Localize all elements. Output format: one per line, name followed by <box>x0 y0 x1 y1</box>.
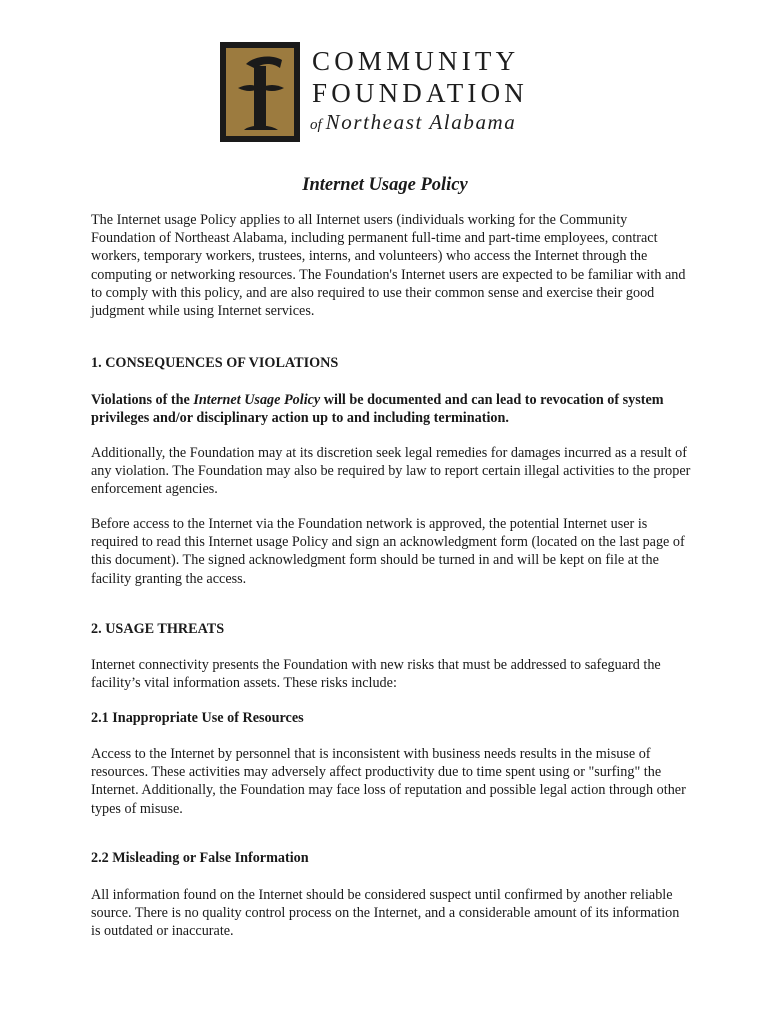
logo-text-community: COMMUNITY <box>312 46 520 76</box>
foundation-emblem-icon <box>220 42 300 142</box>
logo-text-region: Northeast Alabama <box>325 110 517 134</box>
section-2-heading: 2. USAGE THREATS <box>91 621 225 637</box>
section-1-heading: 1. CONSEQUENCES OF VIOLATIONS <box>91 355 339 371</box>
section-1-paragraph-2: Additionally, the Foundation may at its discretion seek legal remedies for damages incurred as a result of any violation. The Foundation may also be required by law to report certain illegal activities to the proper enforcement agencies. <box>91 445 691 498</box>
community-foundation-logo <box>220 42 550 142</box>
subsection-2-1-heading: 2.1 Inappropriate Use of Resources <box>91 710 304 726</box>
bold-statement-policy-name: Internet Usage Policy <box>193 392 321 408</box>
subsection-2-2-heading: 2.2 Misleading or False Information <box>91 850 309 866</box>
section-1-bold-statement <box>91 391 691 427</box>
section-2-paragraph-1: Internet connectivity presents the Foundation with new risks that must be addressed to safeguard the facility’s vital information assets. These risks include: <box>91 657 661 692</box>
subsection-2-2-text: All information found on the Internet should be considered suspect until confirmed by another reliable source. There is no quality control process on the Internet, and a considerable amount of its information is outdated or inaccurate. <box>91 887 680 940</box>
logo-text-foundation: FOUNDATION <box>312 78 528 108</box>
section-1-paragraph-3: Before access to the Internet via the Foundation network is approved, the potential Internet user is required to read this Internet usage Policy and sign an acknowledgment form (located on the last page of this document). The signed acknowledgment form should be turned in and will be kept on file at the facility granting the access. <box>91 516 685 587</box>
logo-text-of: of <box>310 117 322 133</box>
bold-statement-start: Violations of the <box>91 392 194 408</box>
logo-text-northeast-alabama <box>310 112 516 133</box>
intro-paragraph: The Internet usage Policy applies to all Internet users (individuals working for the Community Foundation of Northeast Alabama, including permanent full-time and part-time employees, contract workers, temporary workers, trustees, interns, and volunteers) who access the Internet through the computing or networking resources. The Foundation's Internet users are expected to be familiar with and to comply with this policy, and are also required to use their common sense and exercise their good judgment while using Internet services. <box>91 212 686 320</box>
document-title: Internet Usage Policy <box>302 175 468 195</box>
subsection-2-1-text: Access to the Internet by personnel that is inconsistent with business needs results in the misuse of resources. These activities may adversely affect productivity due to time spent using or "surfing" the Internet. Additionally, the Foundation may face loss of reputation and possible legal action through other types of misuse. <box>91 746 686 817</box>
bold-statement-end: will be documented and can lead to revocation of system privileges and/or disciplinary action up to and including termination. <box>91 392 664 427</box>
